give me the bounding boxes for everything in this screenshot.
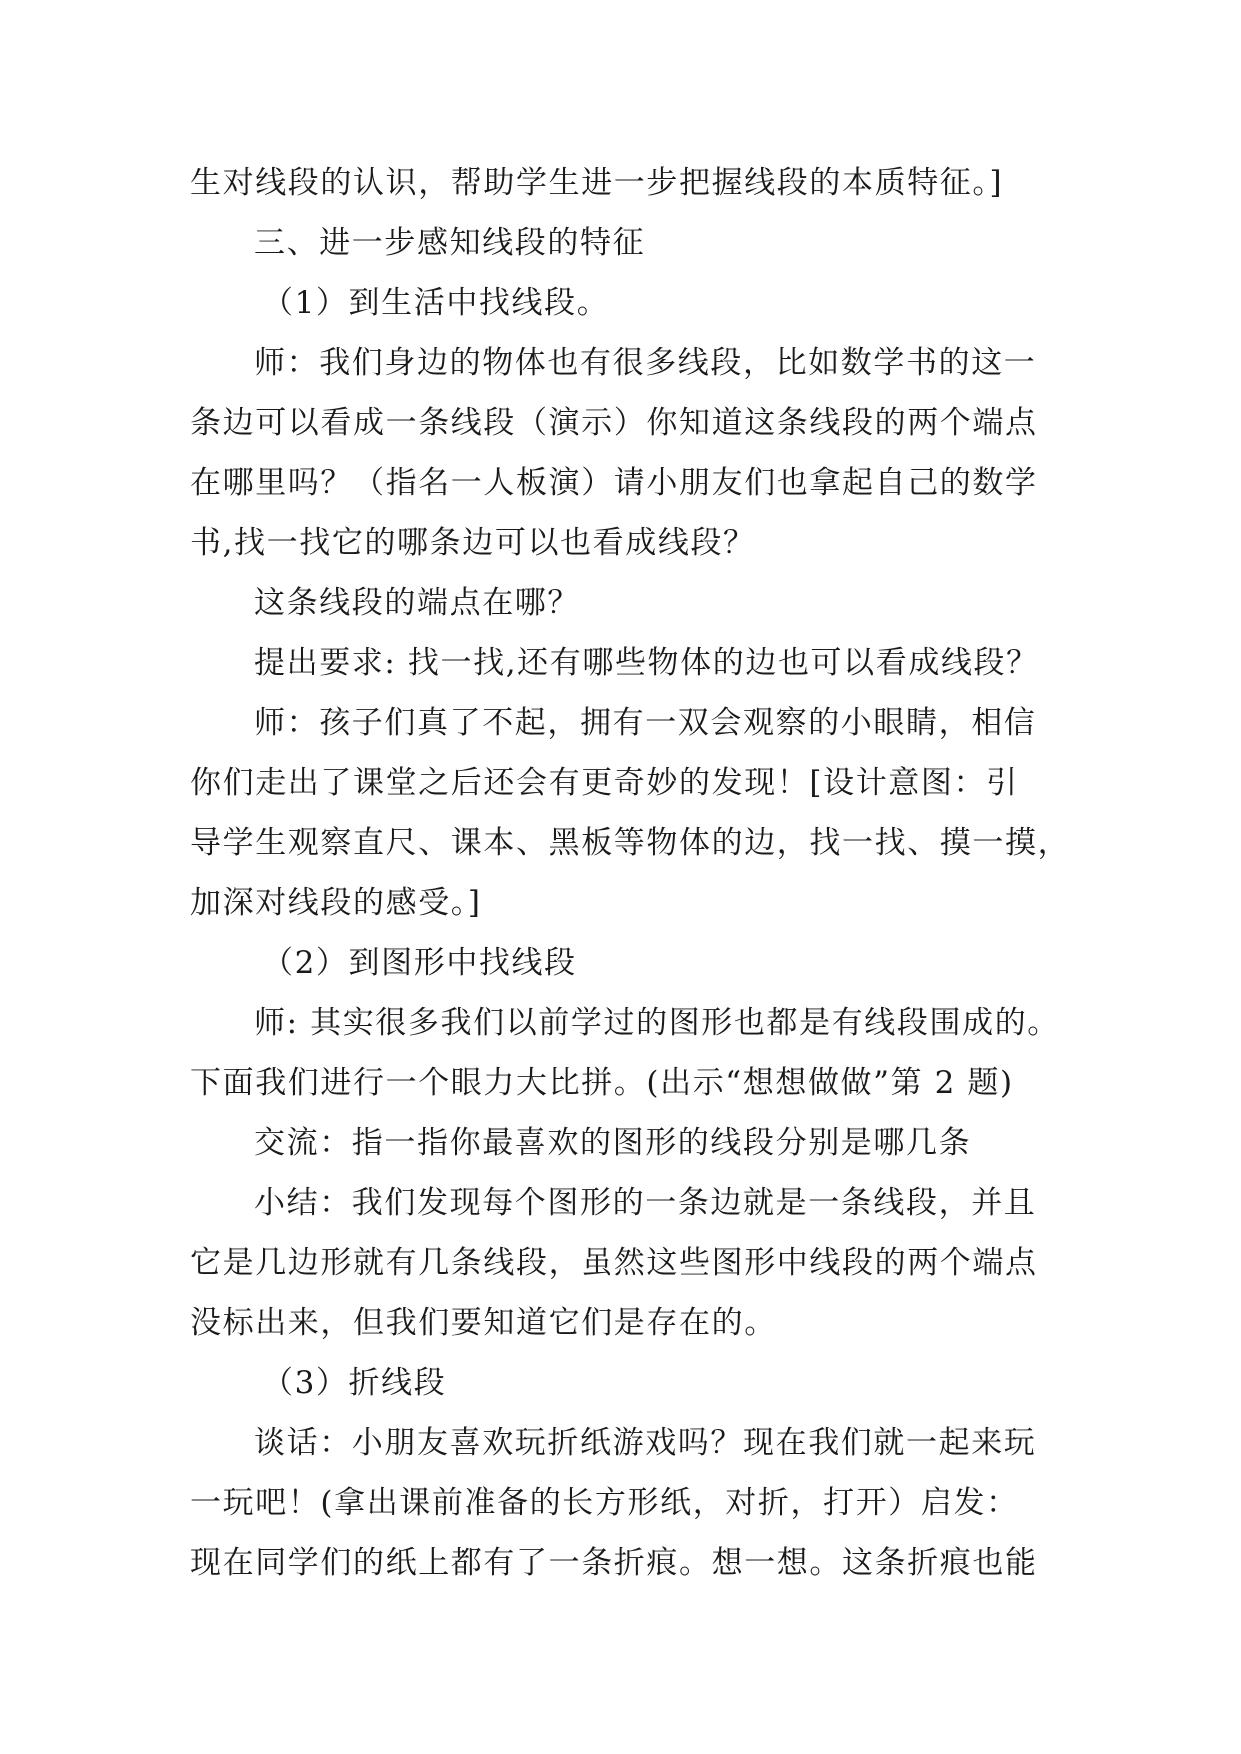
section-heading: 三、进一步感知线段的特征 — [254, 225, 646, 261]
paragraph-line: 条边可以看成一条线段（演示）你知道这条线段的两个端点 — [190, 405, 1038, 441]
subsection-heading: （3）折线段 — [262, 1365, 447, 1401]
subsection-heading: （1）到生活中找线段。 — [262, 285, 610, 321]
paragraph-line: 导学生观察直尺、课本、黑板等物体的边，找一找、摸一摸， — [190, 825, 1071, 861]
paragraph-line: 这条线段的端点在哪？ — [254, 585, 580, 621]
paragraph-line: 小结：我们发现每个图形的一条边就是一条线段，并且 — [254, 1185, 1037, 1221]
paragraph-line: 生对线段的认识，帮助学生进一步把握线段的本质特征。] — [190, 165, 1004, 201]
paragraph-line: 它是几边形就有几条线段，虽然这些图形中线段的两个端点 — [190, 1245, 1038, 1281]
paragraph-line: 书,找一找它的哪条边可以也看成线段？ — [190, 525, 756, 561]
paragraph-line: 在哪里吗？（指名一人板演）请小朋友们也拿起自己的数学 — [190, 465, 1038, 501]
paragraph-line: 师：孩子们真了不起，拥有一双会观察的小眼睛，相信 — [254, 705, 1037, 741]
paragraph-line: 提出要求: 找一找,还有哪些物体的边也可以看成线段？ — [254, 645, 1039, 681]
paragraph-line: 你们走出了课堂之后还会有更奇妙的发现！[设计意图：引 — [190, 765, 1019, 801]
subsection-heading: （2）到图形中找线段 — [262, 945, 577, 981]
paragraph-line: 交流：指一指你最喜欢的图形的线段分别是哪几条 — [254, 1125, 972, 1161]
paragraph-line: 师：我们身边的物体也有很多线段，比如数学书的这一 — [254, 345, 1037, 381]
paragraph-line: 加深对线段的感受。] — [190, 885, 482, 921]
paragraph-line: 现在同学们的纸上都有了一条折痕。想一想。这条折痕也能 — [190, 1545, 1038, 1581]
paragraph-line: 谈话：小朋友喜欢玩折纸游戏吗？现在我们就一起来玩 — [254, 1425, 1037, 1461]
paragraph-line: 没标出来，但我们要知道它们是存在的。 — [190, 1305, 777, 1341]
paragraph-line: 一玩吧！(拿出课前准备的长方形纸，对折，打开）启发： — [190, 1485, 1019, 1521]
paragraph-line: 下面我们进行一个眼力大比拼。(出示“想想做做”第 2 题) — [190, 1065, 1014, 1101]
paragraph-line: 师: 其实很多我们以前学过的图形也都是有线段围成的。 — [254, 1005, 1060, 1041]
